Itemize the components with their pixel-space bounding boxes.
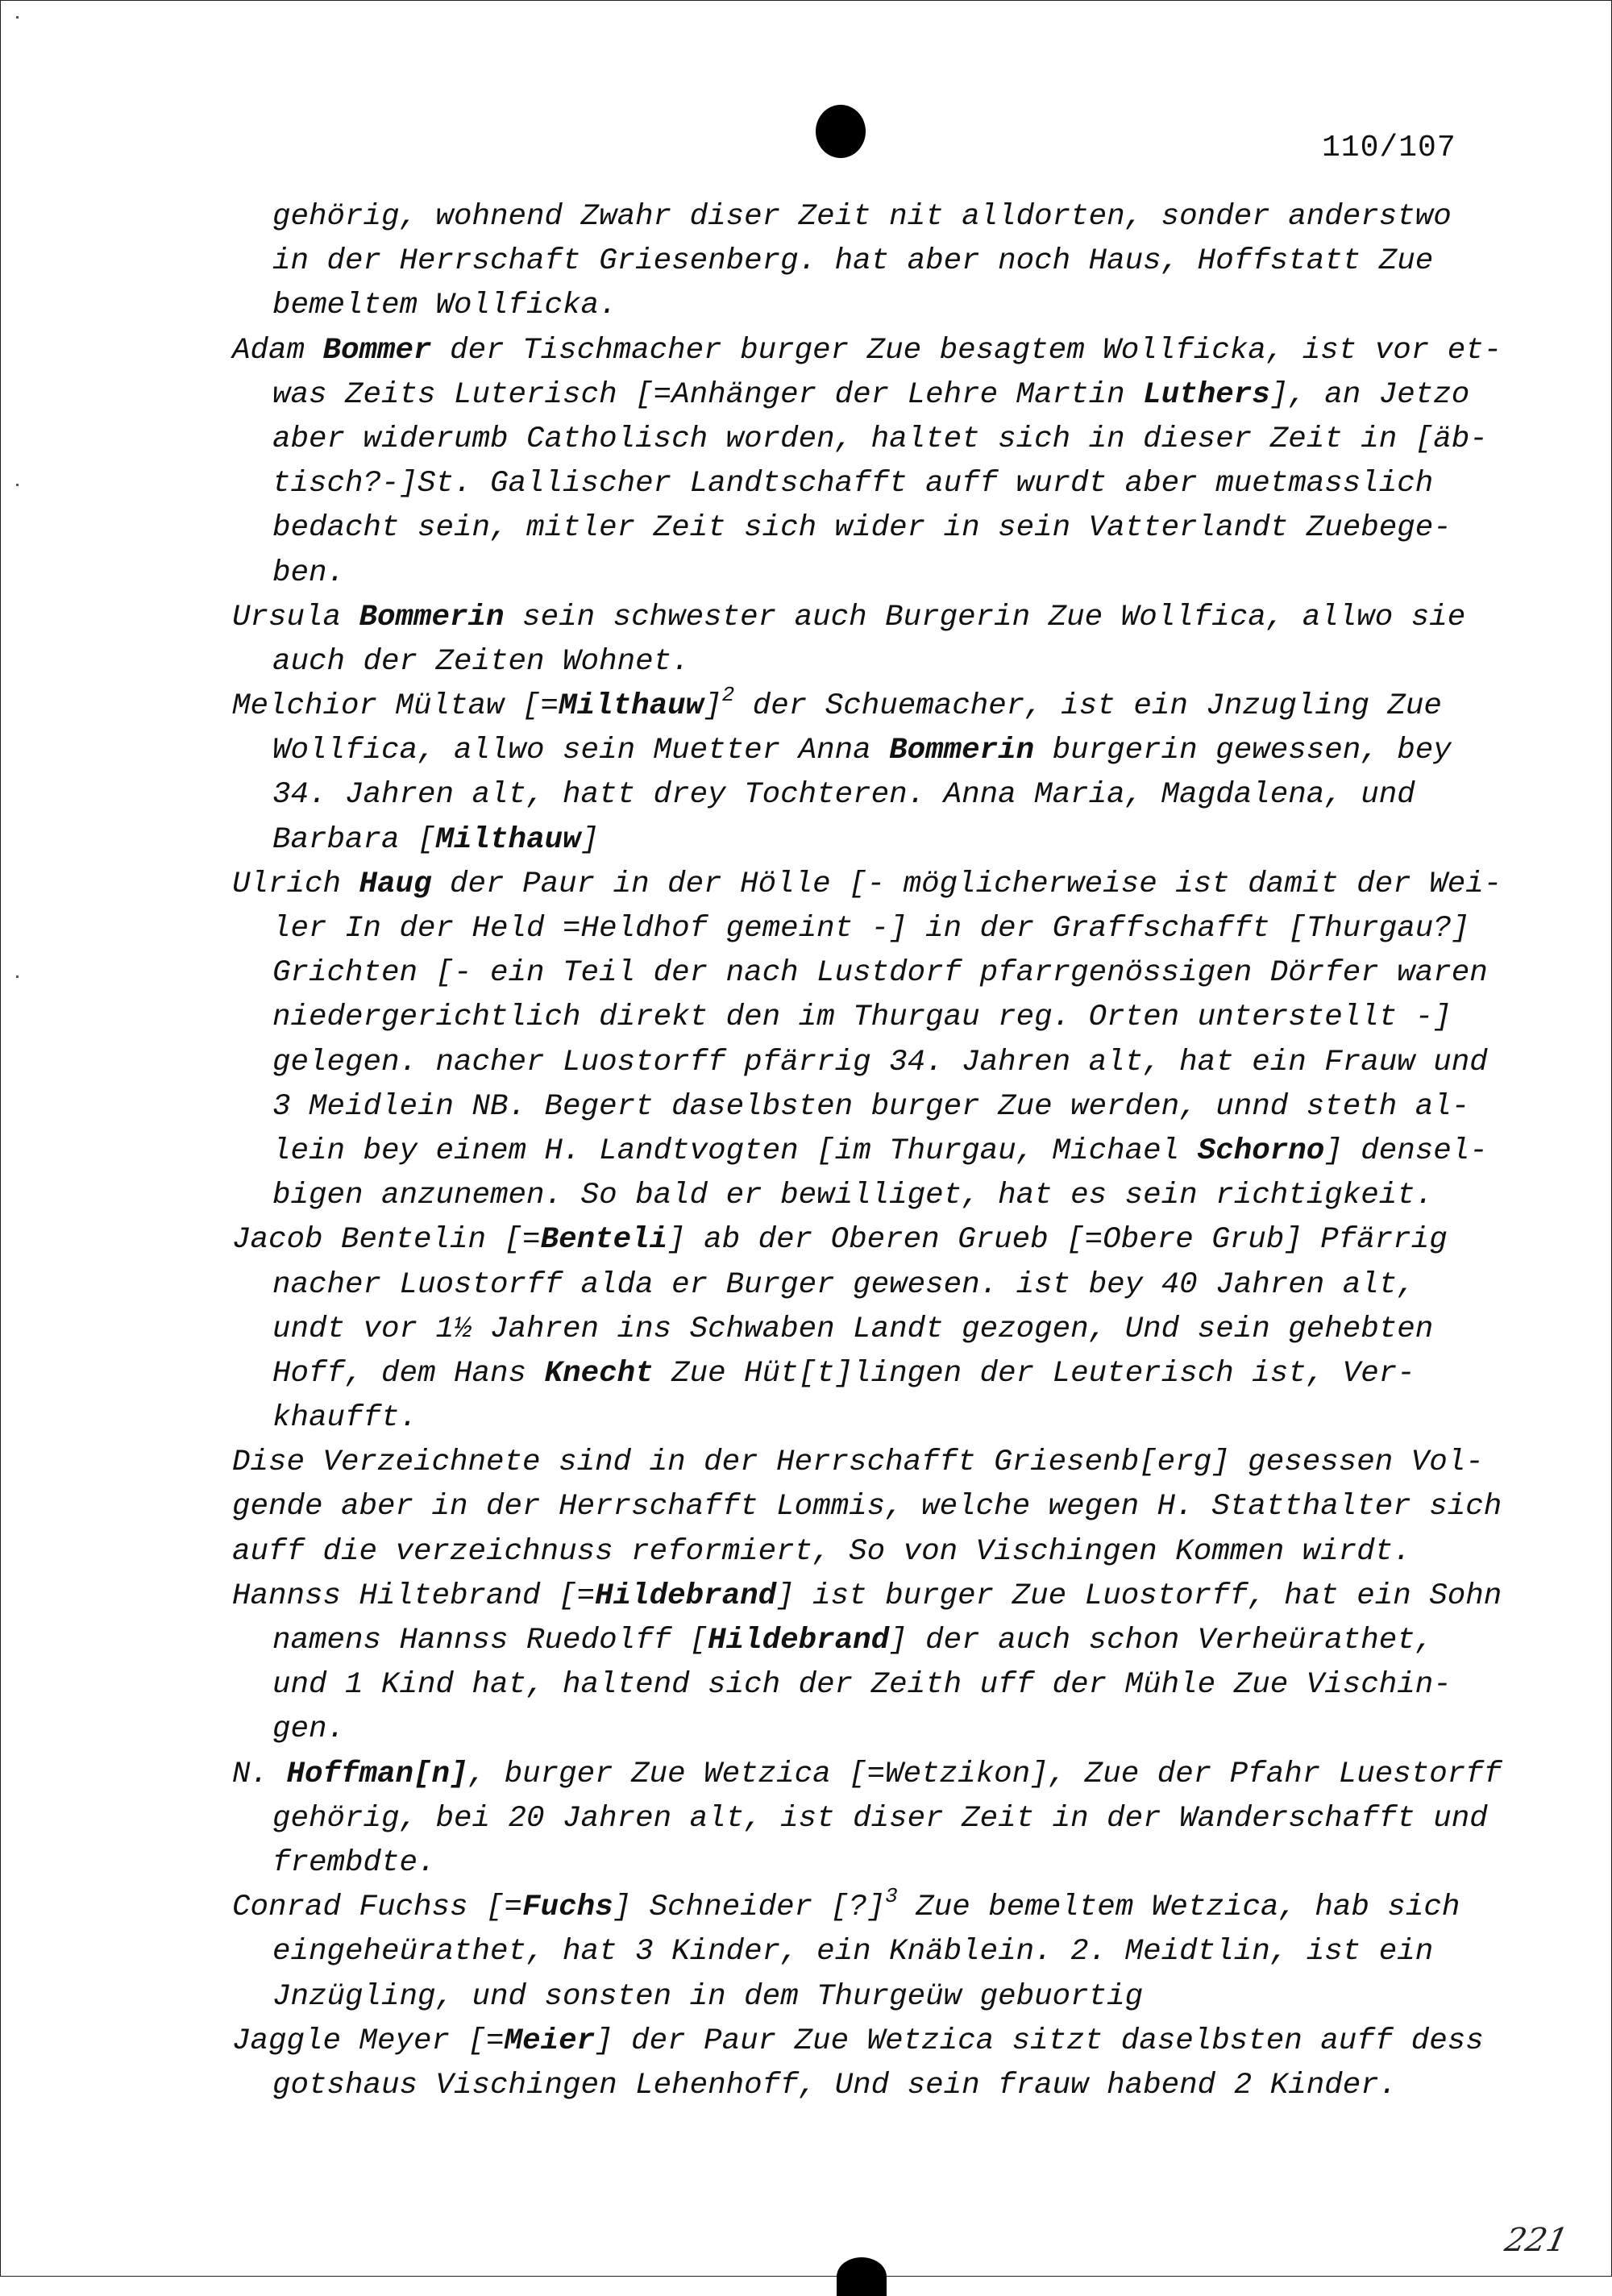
- entry-paragraph: [0, 1574, 1612, 1753]
- text-line: [0, 1663, 1612, 1707]
- text-segment: nacher Luostorff alda er Burger gewesen. ist bey 40 Jahren alt,: [272, 1267, 1415, 1302]
- text-segment: ] ab der Oberen Grueb [=Obere Grub] Pfärrig: [667, 1223, 1448, 1258]
- surname-bold: Bommerin: [359, 600, 505, 634]
- surname-bold: Bommerin: [889, 734, 1035, 768]
- text-segment: Hannss Hiltebrand [=: [232, 1578, 596, 1613]
- text-line: [0, 996, 1612, 1040]
- text-segment: undt vor 1½ Jahren ins Schwaben Landt gezogen, Und sein gehebten: [272, 1312, 1434, 1346]
- text-segment: der Paur in der Hölle [- möglicherweise ist damit der Wei-: [431, 867, 1502, 901]
- text-segment: der Tischmacher burger Zue besagtem Wollficka, ist vor et-: [431, 333, 1502, 368]
- text-line: [0, 284, 1612, 328]
- text-segment: gehörig, wohnend Zwahr diser Zeit nit alldorten, sonder anderstwo: [272, 200, 1452, 234]
- surname-bold: Bommer: [322, 333, 432, 368]
- text-segment: gelegen. nacher Luostorff pfärrig 34. Jahren alt, hat ein Frauw und: [272, 1045, 1488, 1079]
- text-line: [0, 1574, 1612, 1619]
- text-line: [0, 1797, 1612, 1841]
- text-line: [0, 239, 1612, 284]
- surname-bold: Milthauw: [559, 689, 704, 724]
- text-line: [0, 506, 1612, 551]
- text-segment: ]: [580, 822, 600, 857]
- text-segment: ] densel-: [1324, 1133, 1488, 1168]
- text-line: [0, 1886, 1612, 1930]
- entry-paragraph: [0, 195, 1612, 329]
- punch-hole-mark: [816, 105, 866, 158]
- text-line: [0, 863, 1612, 907]
- text-line: [0, 373, 1612, 418]
- entry-paragraph: [0, 1218, 1612, 1441]
- text-segment: gen.: [272, 1712, 346, 1747]
- text-line: [0, 2064, 1612, 2108]
- text-segment: Melchior Mültaw [=: [232, 689, 559, 724]
- text-segment: lein bey einem H. Landtvogten [im Thurgau, Michael: [272, 1133, 1198, 1168]
- surname-bold: Hildebrand: [595, 1578, 777, 1613]
- text-segment: 34. Jahren alt, hatt drey Tochteren. Anna Maria, Magdalena, und: [272, 778, 1415, 813]
- surname-bold: Milthauw: [435, 822, 581, 857]
- text-line: [0, 1841, 1612, 1886]
- entry-paragraph: [0, 329, 1612, 596]
- text-segment: namens Hannss Ruedolff [: [272, 1624, 708, 1658]
- text-segment: ], an Jetzo: [1269, 377, 1470, 412]
- document-body: [0, 195, 1612, 2108]
- text-line: [0, 1218, 1612, 1262]
- text-segment: burgerin gewessen, bey: [1034, 734, 1452, 768]
- text-line: [0, 2019, 1612, 2064]
- text-segment: ] der Paur Zue Wetzica sitzt daselbsten auff dess: [595, 2024, 1484, 2058]
- text-line: [0, 1485, 1612, 1529]
- text-line: [0, 818, 1612, 863]
- text-segment: gehörig, bei 20 Jahren alt, ist diser Zeit in der Wanderschafft und: [272, 1801, 1488, 1836]
- text-segment: khaufft.: [272, 1401, 418, 1436]
- text-segment: ler In der Held =Heldhof gemeint -] in der Graffschafft [Thurgau?]: [272, 912, 1470, 946]
- text-segment: Jnzügling, und sonsten in dem Thurgeüw gebuortig: [272, 1979, 1144, 2014]
- text-segment: Conrad Fuchss [=: [232, 1890, 523, 1925]
- text-segment: tisch?-]St. Gallischer Landtschafft auff wurdt aber muetmasslich: [272, 467, 1434, 501]
- text-segment: sein schwester auch Burgerin Zue Wollfica, allwo sie: [504, 600, 1466, 634]
- text-line: [0, 684, 1612, 729]
- text-line: [0, 1753, 1612, 1797]
- text-segment: Hoff, dem Hans: [272, 1356, 545, 1391]
- text-segment: und 1 Kind hat, haltend sich der Zeith uff der Mühle Zue Vischin-: [272, 1668, 1452, 1703]
- text-line: [0, 1975, 1612, 2019]
- text-line: [0, 1085, 1612, 1129]
- entry-paragraph: [0, 863, 1612, 1219]
- text-segment: was Zeits Luterisch [=Anhänger der Lehre Martin: [272, 377, 1144, 412]
- text-line: [0, 773, 1612, 817]
- text-segment: ] ist burger Zue Luostorff, hat ein Sohn: [776, 1578, 1502, 1613]
- surname-bold: Fuchs: [522, 1890, 613, 1925]
- text-segment: Dise Verzeichnete sind in der Herrschafft Griesenb[erg] gesessen Vol-: [232, 1445, 1484, 1480]
- text-line: [0, 1308, 1612, 1352]
- entry-paragraph: [0, 596, 1612, 684]
- text-line: [0, 1174, 1612, 1218]
- text-segment: Ursula: [232, 600, 359, 634]
- text-segment: aber widerumb Catholisch worden, haltet sich in dieser Zeit in [äb-: [272, 422, 1488, 456]
- text-line: [0, 951, 1612, 996]
- text-segment: Zue Hüt[t]lingen der Leuterisch ist, Ver-: [653, 1356, 1415, 1391]
- text-segment: 3 Meidlein NB. Begert daselbsten burger Zue werden, unnd steth al-: [272, 1089, 1470, 1124]
- text-line: [0, 418, 1612, 462]
- page-number: 110/107: [1322, 131, 1456, 165]
- surname-bold: Hildebrand: [708, 1624, 890, 1658]
- text-segment: gende aber in der Herrschafft Lommis, welche wegen H. Statthalter sich: [232, 1490, 1502, 1524]
- text-line: [0, 195, 1612, 239]
- surname-bold: Schorno: [1197, 1133, 1325, 1168]
- text-line: [0, 1129, 1612, 1174]
- surname-bold: Hoffman[n]: [286, 1757, 468, 1791]
- footnote-marker: 3: [885, 1884, 898, 1909]
- text-line: [0, 729, 1612, 773]
- text-line: [0, 1930, 1612, 1974]
- handwritten-folio-number: 221: [1502, 2222, 1572, 2259]
- footnote-marker: 2: [721, 683, 735, 708]
- text-line: [0, 329, 1612, 373]
- text-line: [0, 462, 1612, 506]
- entry-paragraph: [0, 1753, 1612, 1886]
- text-segment: gotshaus Vischingen Lehenhoff, Und sein frauw habend 2 Kinder.: [272, 2068, 1398, 2103]
- text-line: [0, 1530, 1612, 1574]
- text-segment: Wollfica, allwo sein Muetter Anna: [272, 734, 890, 768]
- margin-mark: [16, 16, 19, 19]
- text-segment: Barbara [: [272, 822, 436, 857]
- entry-paragraph: [0, 684, 1612, 863]
- text-segment: Jacob Bentelin [=: [232, 1223, 541, 1258]
- text-line: [0, 1707, 1612, 1752]
- text-segment: Grichten [- ein Teil der nach Lustdorf pfarrgenössigen Dörfer waren: [272, 956, 1488, 991]
- text-line: [0, 640, 1612, 684]
- surname-bold: Benteli: [540, 1223, 668, 1258]
- text-segment: Adam: [232, 333, 323, 368]
- entry-paragraph: [0, 1441, 1612, 1574]
- text-segment: ] der auch schon Verheürathet,: [889, 1624, 1434, 1658]
- text-segment: Zue bemeltem Wetzica, hab sich: [897, 1890, 1460, 1925]
- text-segment: in der Herrschaft Griesenberg. hat aber noch Haus, Hoffstatt Zue: [272, 244, 1434, 279]
- text-segment: ]: [704, 689, 722, 724]
- bottom-punch-mark: [837, 2257, 887, 2296]
- text-line: [0, 1041, 1612, 1085]
- entry-paragraph: [0, 2019, 1612, 2108]
- text-line: [0, 1441, 1612, 1485]
- text-segment: bedacht sein, mitler Zeit sich wider in sein Vatterlandt Zuebege-: [272, 511, 1452, 546]
- text-line: [0, 596, 1612, 640]
- text-segment: bigen anzunemen. So bald er bewilliget, hat es sein richtigkeit.: [272, 1179, 1434, 1213]
- text-segment: N.: [232, 1757, 287, 1791]
- text-segment: frembdte.: [272, 1845, 436, 1880]
- text-line: [0, 1619, 1612, 1663]
- text-segment: , burger Zue Wetzica [=Wetzikon], Zue der Pfahr Luestorff: [467, 1757, 1502, 1791]
- text-segment: auff die verzeichnuss reformiert, So von Vischingen Kommen wirdt.: [232, 1534, 1411, 1569]
- text-line: [0, 1352, 1612, 1396]
- text-segment: eingeheürathet, hat 3 Kinder, ein Knäblein. 2. Meidtlin, ist ein: [272, 1935, 1434, 1969]
- surname-bold: Haug: [359, 867, 432, 901]
- text-line: [0, 1263, 1612, 1308]
- text-segment: auch der Zeiten Wohnet.: [272, 644, 690, 679]
- text-line: [0, 907, 1612, 951]
- text-segment: bemeltem Wollficka.: [272, 289, 617, 323]
- surname-bold: Luthers: [1143, 377, 1270, 412]
- surname-bold: Knecht: [544, 1356, 654, 1391]
- entry-paragraph: [0, 1886, 1612, 2019]
- text-segment: der Schuemacher, ist ein Jnzugling Zue: [734, 689, 1442, 724]
- text-segment: Ulrich: [232, 867, 359, 901]
- text-segment: ben.: [272, 555, 346, 590]
- text-line: [0, 1396, 1612, 1441]
- text-segment: Jaggle Meyer [=: [232, 2024, 505, 2058]
- text-segment: niedergerichtlich direkt den im Thurgau reg. Orten unterstellt -]: [272, 1000, 1452, 1035]
- text-line: [0, 551, 1612, 596]
- surname-bold: Meier: [504, 2024, 596, 2058]
- text-segment: ] Schneider [?]: [613, 1890, 886, 1925]
